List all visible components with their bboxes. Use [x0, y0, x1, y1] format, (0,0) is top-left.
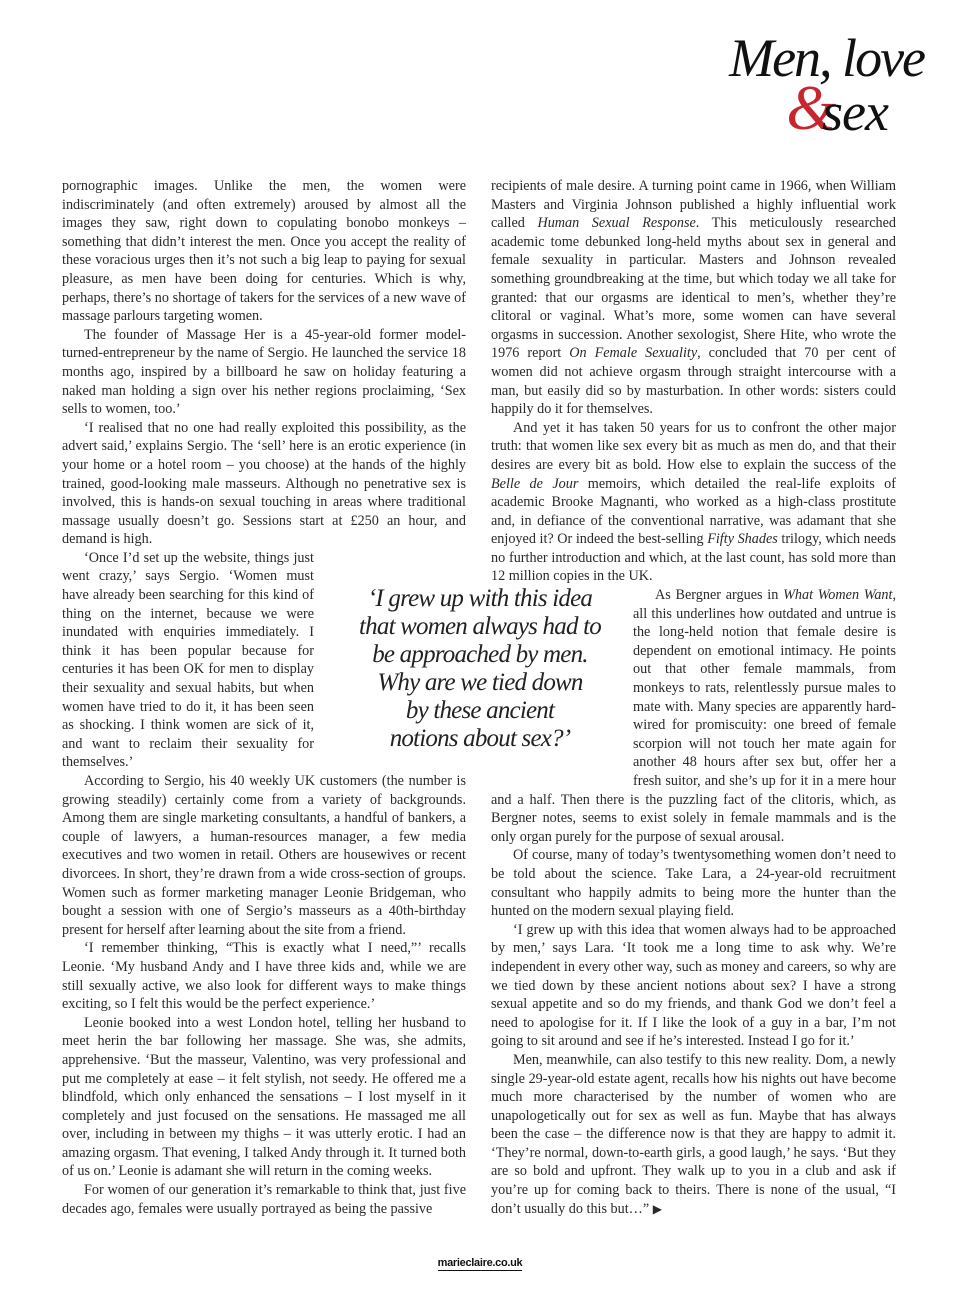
right-paragraph-6: [491, 1051, 896, 1218]
pull-quote-line-2: that women always had to: [359, 613, 601, 640]
book-title-belle-de-jour: Belle de Jour: [491, 475, 579, 492]
right-p3-text-a: As Bergner argues in: [655, 587, 784, 604]
book-title-what-women-want: What Women Want: [783, 587, 893, 604]
left-paragraph-6: ‘I remember thinking, “This is exactly what I need,”’ recalls Leonie. ‘My husband Andy and I have three kids and, while we are still sexually active, we also look for different ways to make things exciting, so I felt this would be the perfect experience.’: [62, 940, 466, 1013]
book-title-human-sexual-response: Human Sexual Response: [537, 215, 696, 232]
section-title-ampersand: &: [786, 72, 836, 143]
pull-quote-line-3: be approached by men.: [372, 641, 588, 668]
right-paragraph-4: Of course, many of today’s twentysomething women don’t need to be told about the science. Take Lara, a 24-year-old recruitment consultant who happily admits to being more the hunter than the hunted on the modern sexual playing field.: [491, 847, 896, 920]
right-p2-text-a: And yet it has taken 50 years for us to confront the other major truth: that women like sex every bit as much as men do, and that their desires are every bit as bold. How else to explain the success of the: [491, 419, 896, 473]
pull-quote: [345, 585, 615, 753]
right-p1-text-c: , concluded that 70 per cent of women did not achieve orgasm through straight intercourse with a man, but easily did so by masturbation. In other words: sisters could happily do it for themselves.: [491, 345, 896, 418]
right-p1-text-b: . This meticulously researched academic tome debunked long-held myths about sex in general and female sexuality in particular. Masters and Johnson revealed something groundbreaking at the time, but which today we all take for granted: that our orgasms are identical to men’s, whether they’re clitoral or vaginal. What’s more, some women can have several orgasms in succession. Another sexologist, Shere Hite, who wrote the 1976 report: [491, 215, 896, 362]
book-title-on-female-sexuality: On Female Sexuality: [569, 345, 698, 362]
continue-arrow-icon: ▶: [652, 1201, 662, 1216]
section-logo: [724, 28, 924, 143]
right-paragraph-1: [491, 177, 896, 419]
pull-quote-line-4: Why are we tied down: [377, 669, 583, 696]
book-title-fifty-shades: Fifty Shades: [707, 531, 778, 548]
left-paragraph-1: pornographic images. Unlike the men, the women were indiscriminately (and often extremely) aroused by almost all the images they saw, right down to copulating bonobo monkeys – something that didn’t interest the men. Once you accept the reality of these voracious urges then it’s not such a big leap to paying for sexual pleasure, as men have been doing for centuries. Which is why, perhaps, there’s no shortage of takers for the services of a new wave of massage parlours targeting women.: [62, 178, 466, 325]
section-title-line2: sex: [822, 82, 888, 142]
right-paragraph-2: [491, 419, 896, 586]
pull-quote-line-5: by these ancient: [405, 697, 555, 724]
left-paragraph-8: For women of our generation it’s remarkable to think that, just five decades ago, females were usually portrayed as being the passive: [62, 1182, 466, 1217]
pull-quote-line-6: notions about sex?’: [389, 725, 571, 752]
right-p2-text-b: memoirs, which detailed the real-life exploits of academic Brooke Magnanti, who worked as a high-class prostitute and, in defiance of the conventional narrative, was adamant that she enjoyed it? Or indeed the best-selling: [491, 475, 896, 548]
right-p6-text: Men, meanwhile, can also testify to this new reality. Dom, a newly single 29-year-old estate agent, recalls how his nights out have become much more characterised by the number of women who are unapologetically out for sex as well as fun. Maybe that has always been the case – the difference now is that they are happy to admit it. ‘They’re normal, down-to-earth girls, a good laugh,’ he says. ‘But they are so bold and upfront. They walk up to you in a club and ask if you’re up for coming back to theirs. There is none of the usual, “I don’t usually do this but…”: [491, 1051, 896, 1217]
left-paragraph-4: ‘Once I’d set up the website, things just went crazy,’ says Sergio. ‘Women must have already been searching for this kind of thing on the internet, because we were inundated with enquiries immediately. I think it has been popular because for centuries it has been OK for men to display their sexuality and sexual habits, but when women have tried to do it, it has been seen as shocking. I think women are sick of it, and want to reclaim their sexuality for themselves.’: [62, 549, 314, 771]
right-p2-text-c: trilogy, which needs no further introduction and which, at the last count, has sold more than 12 million copies in the UK.: [491, 531, 896, 585]
footer-site-name: marieclaire.co.uk: [437, 1257, 523, 1269]
right-p3-text-b: , all this underlines how outdated and untrue is the long-held notion that female desire is dependent on emotional intimacy. He points out that other female mammals, from monkeys to rats, relentlessly pursue males to mate with. Many species are apparently hard-wired for promiscuity: one breed of female scorpion will not touch her mate again for another 48 hours after sex but, offer her a fresh suitor, and she’s up for it in a mere hour and a half. Then there is the puzzling fact of the clitoris, which, as Bergner notes, seems to exist solely in female mammals and is the only organ purely for the purpose of sexual arousal.: [491, 587, 896, 845]
left-paragraph-7: Leonie booked into a west London hotel, telling her husband to meet herin the bar following her massage. She was, she admits, apprehensive. ‘But the masseur, Valentino, was very professional and put me completely at ease – it felt stylish, not seedy. He offered me a blindfold, which only enhanced the sensations – I lost myself in it completely and just focused on the sensations. He massaged me all over, including in between my thighs – it was utterly erotic. I had an amazing orgasm. That evening, I talked Andy through it. It turned both of us on.’ Leonie is adamant she will return in the coming weeks.: [62, 1014, 466, 1180]
section-title-line1: Men, love: [729, 28, 924, 88]
left-paragraph-5: According to Sergio, his 40 weekly UK customers (the number is growing steadily) certainly come from a variety of backgrounds. Among them are single marketing consultants, a handful of bankers, a couple of lawyers, a human-resources manager, a few media executives and two women in retail. Others are housewives or recent divorcees. In short, they’re drawn from a wide cross-section of groups. Women such as former marketing manager Leonie Bridgeman, who bought a session with one of Sergio’s masseurs as a 40th-birthday present for herself after learning about the site from a friend.: [62, 773, 466, 938]
left-paragraph-2: The founder of Massage Her is a 45-year-old former model-turned-entrepreneur by the name of Sergio. He launched the service 18 months ago, inspired by a billboard he saw on holiday featuring a naked man holding a sign over his nether regions proclaiming, ‘Sex sells to women, too.’: [62, 326, 466, 418]
right-p1-text-a: recipients of male desire. A turning point came in 1966, when William Masters and Virginia Johnson published a highly influential work called: [491, 178, 896, 232]
page-footer: [0, 1257, 960, 1271]
pull-quote-line-1: ‘I grew up with this idea: [367, 585, 593, 612]
left-paragraph-3: ‘I realised that no one had really exploited this possibility, as the advert said,’ explains Sergio. The ‘sell’ here is an erotic experience (in your home or a hotel room – you choose) at the hands of the highly trained, good-looking male masseurs. Although no penetrative sex is involved, this is hands-on sexual touching in areas where traditional massage usually doesn’t go. Sessions start at £250 an hour, and demand is high.: [62, 419, 466, 548]
right-paragraph-5: ‘I grew up with this idea that women always had to be approached by men,’ says Lara. ‘It took me a long time to ask why. We’re independent in every other way, such as money and careers, so why are we tied down by these ancient notions about sex? I have a strong sexual appetite and so do my friends, and thank God we don’t feel a need to apologise for it. If I like the look of a guy in a bar, I’m not going to sit around and see if he’s interested. Instead I go for it.’: [491, 921, 896, 1050]
